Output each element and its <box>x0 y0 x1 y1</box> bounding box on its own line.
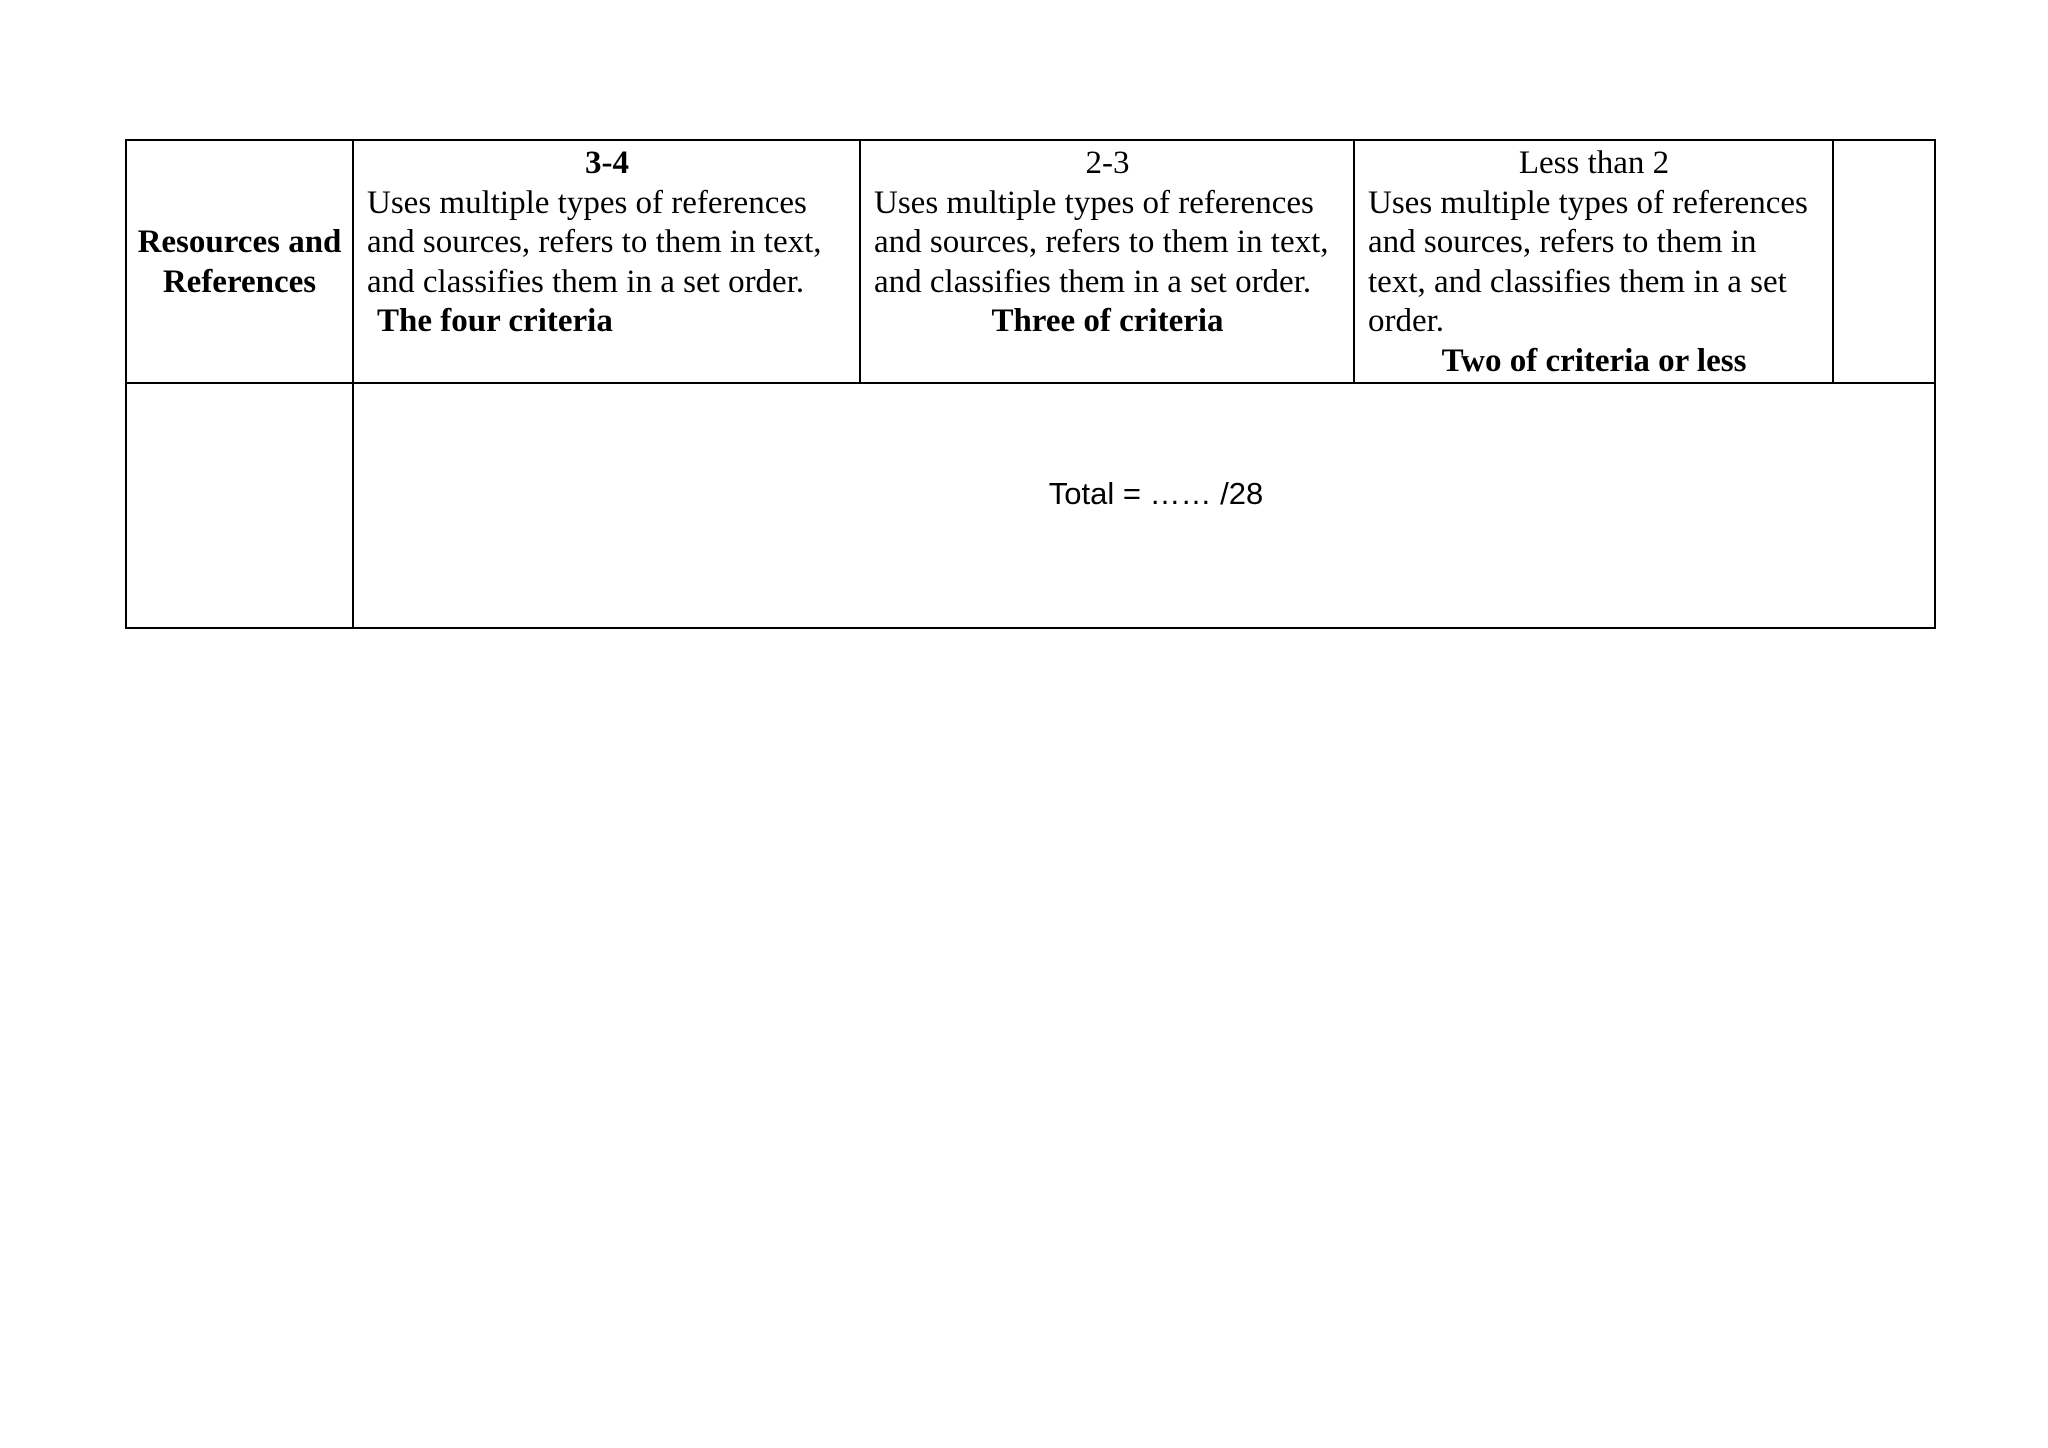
level-3-criteria: Two of criteria or less <box>1441 342 1747 379</box>
level-1-range: 3-4 <box>585 145 629 181</box>
level-3-range: Less than 2 <box>1518 145 1670 181</box>
level-cell-1 <box>353 140 860 383</box>
rubric-table <box>125 139 1936 629</box>
empty-criterion-cell <box>126 383 353 628</box>
level-3-description: Uses multiple types of references and sources, refers to them in text, and classifies them in a set order. <box>1368 184 1808 339</box>
level-1-criteria: The four criteria <box>377 303 613 339</box>
total-cell <box>353 383 1935 628</box>
level-cell-3 <box>1354 140 1833 383</box>
level-1-description: Uses multiple types of references and sources, refers to them in text, and classifies them in a set order. <box>367 184 822 300</box>
level-2-range: 2-3 <box>1085 145 1130 181</box>
rubric-total-row <box>126 383 1935 628</box>
level-2-criteria: Three of criteria <box>991 303 1224 339</box>
level-2-description: Uses multiple types of references and sources, refers to them in text, and classifies them in a set order. <box>874 184 1329 300</box>
score-cell <box>1833 140 1935 383</box>
level-cell-2 <box>860 140 1354 383</box>
total-label: Total = …… /28 <box>1048 475 1264 511</box>
rubric-criterion-row <box>126 140 1935 383</box>
criterion-cell <box>126 140 353 383</box>
criterion-label: Resources and References <box>137 223 342 300</box>
